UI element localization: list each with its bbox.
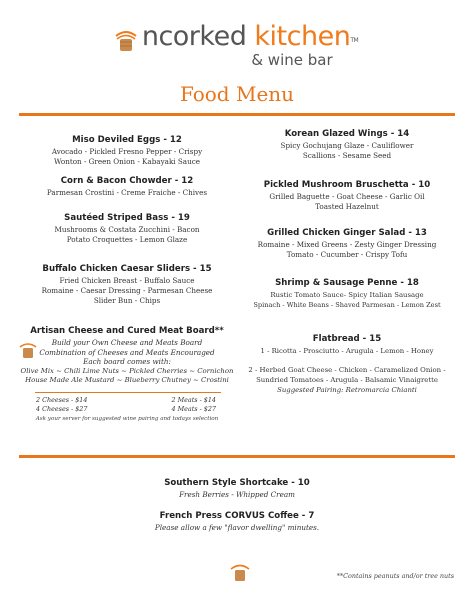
dish-name: Southern Style Shortcake - 10 <box>164 478 310 488</box>
trademark: TM <box>350 37 359 44</box>
bottom-divider <box>19 455 455 458</box>
price-cheese: 2 Cheeses - $14 <box>36 396 88 404</box>
dish-name: Corn & Bacon Chowder - 12 <box>60 176 194 186</box>
dish-name: Flatbread - 15 <box>312 334 382 344</box>
brand-highlight: kitchen <box>254 21 351 52</box>
dish-desc: Please allow a few "flavor dwelling" minutes. <box>154 523 320 532</box>
brand-subtitle: & wine bar <box>251 51 333 69</box>
board-desc: Olive Mix ~ Chili Lime Nuts ~ Pickled Cherries ~ Cornichon <box>20 366 234 375</box>
brand-logo <box>0 22 474 68</box>
price-cheese: 4 Cheeses - $27 <box>36 405 88 413</box>
dish-desc: Tomato - Cucumber - Crispy Tofu <box>286 250 408 259</box>
dish-desc: Spinach - White Beans - Shaved Parmesan - Lemon Zest <box>253 301 441 309</box>
board-desc: Each board comes with: <box>83 357 171 366</box>
dish-desc: Mushrooms & Costata Zucchini - Bacon <box>54 225 200 234</box>
menu-item <box>17 176 237 213</box>
dish-name: Shrimp & Sausage Penne - 18 <box>275 278 419 288</box>
board-note: Ask your server for suggested wine pairing and todays selection <box>35 416 219 422</box>
cheese-board <box>17 326 237 386</box>
dish-name: Miso Deviled Eggs - 12 <box>72 135 182 145</box>
price-row <box>36 405 216 413</box>
dish-desc: Avocado - Pickled Fresno Pepper - Crispy <box>51 147 203 156</box>
board-divider <box>35 392 221 393</box>
dish-name: Grilled Chicken Ginger Salad - 13 <box>267 228 427 238</box>
top-divider <box>19 113 455 116</box>
dish-name: Korean Glazed Wings - 14 <box>284 129 410 139</box>
flatbread-option-2-cont: Sundried Tomatoes - Arugula - Balsamic Vinaigrette <box>256 376 438 384</box>
dish-name: Sautéed Striped Bass - 19 <box>64 213 190 223</box>
dish-desc: Toasted Hazelnut <box>315 202 379 211</box>
flatbread-option-2: 2 - Herbed Goat Cheese - Chicken - Caramelized Onion - <box>248 366 446 374</box>
dish-desc: Grilled Baguette - Goat Cheese - Garlic Oil <box>269 192 425 201</box>
dessert-item <box>0 478 474 500</box>
dish-name: Buffalo Chicken Caesar Sliders - 15 <box>42 264 212 274</box>
board-desc: House Made Ale Mustard ~ Blueberry Chutney ~ Crostini <box>25 376 229 384</box>
cork-icon <box>229 561 251 583</box>
dish-desc: Scallions - Sesame Seed <box>302 151 392 160</box>
menu-item <box>237 228 457 278</box>
flatbread <box>237 334 457 395</box>
dish-desc: Romaine - Mixed Greens - Zesty Ginger Dressing <box>257 240 437 249</box>
menu-item <box>237 180 457 228</box>
left-column <box>17 135 237 306</box>
allergy-footnote: **Contains peanuts and/or tree nuts <box>336 572 454 580</box>
dish-name: Pickled Mushroom Bruschetta - 10 <box>263 180 431 190</box>
flatbread-pairing: Suggested Pairing: Retromarcia Chianti <box>277 386 417 394</box>
price-row <box>36 396 216 404</box>
dish-desc: Rustic Tomato Sauce- Spicy Italian Sausage <box>270 291 424 299</box>
menu-item <box>17 264 237 306</box>
dessert-item <box>0 511 474 533</box>
dish-desc: Parmesan Crostini - Creme Fraiche - Chives <box>46 188 208 197</box>
price-meat: 4 Meats - $27 <box>171 405 216 413</box>
dish-desc: Romaine - Caesar Dressing - Parmesan Cheese <box>41 286 213 295</box>
board-desc: Build your Own Cheese and Meats Board <box>51 338 203 347</box>
dish-desc: Spicy Gochujang Glaze - Cauliflower <box>280 141 414 150</box>
menu-item <box>17 213 237 264</box>
right-column <box>237 129 457 310</box>
dish-desc: Potato Croquettes - Lemon Glaze <box>66 235 188 244</box>
dish-desc: Fresh Berries - Whipped Cream <box>179 490 295 499</box>
menu-item <box>17 135 237 176</box>
page-title: Food Menu <box>179 82 295 106</box>
menu-item <box>237 129 457 180</box>
board-prices <box>36 396 216 413</box>
price-meat: 2 Meats - $14 <box>171 396 216 404</box>
menu-item <box>237 278 457 310</box>
dish-desc: Slider Bun - Chips <box>93 296 161 305</box>
board-desc: Combination of Cheeses and Meats Encouraged <box>39 347 215 357</box>
dish-desc: Fried Chicken Breast - Buffalo Sauce <box>59 276 195 285</box>
dish-name: French Press CORVUS Coffee - 7 <box>159 511 315 521</box>
flatbread-option-1: 1 - Ricotta - Prosciutto - Arugula - Lemon - Honey <box>260 347 434 355</box>
dish-name: Artisan Cheese and Cured Meat Board** <box>30 326 224 336</box>
dish-desc: Wonton - Green Onion - Kabayaki Sauce <box>53 157 200 166</box>
brand-name: ncorked <box>141 21 255 52</box>
